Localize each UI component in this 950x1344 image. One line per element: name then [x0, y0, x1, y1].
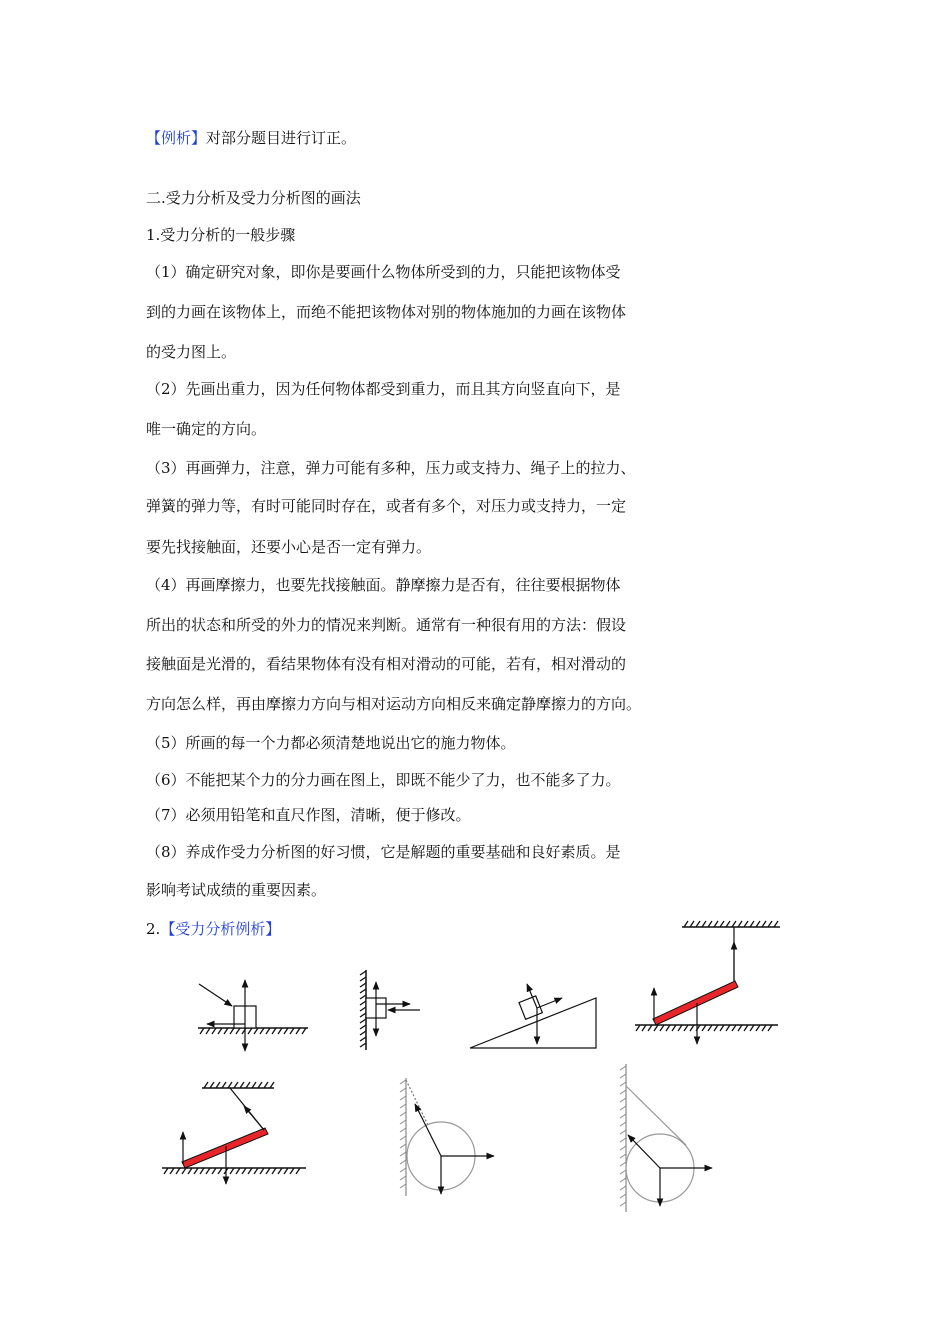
paragraph-line: （2）先画出重力，因为任何物体都受到重力，而且其方向竖直向下，是 — [146, 380, 621, 398]
paragraph-line: 影响考试成绩的重要因素。 — [146, 881, 327, 899]
paragraph-line: （5）所画的每一个力都必须清楚地说出它的施力物体。 — [146, 734, 516, 752]
paragraph-line: （1）确定研究对象，即你是要画什么物体所受到的力，只能把该物体受 — [146, 263, 621, 281]
paragraph-line: 唯一确定的方向。 — [146, 420, 267, 438]
paragraph-line: （4）再画摩擦力，也要先找接触面。静摩擦力是否有，往往要根据物体 — [146, 576, 621, 594]
paragraph-line: （7）必须用铅笔和直尺作图，清晰，便于修改。 — [146, 806, 471, 824]
paragraph-line: 所出的状态和所受的外力的情况来判断。通常有一种很有用的方法：假设 — [146, 616, 627, 634]
ball-hanging-against-wall-diagram — [620, 1064, 712, 1212]
subsection-label: 【受力分析例析】 — [160, 920, 281, 938]
section-title: 二.受力分析及受力分析图的画法 — [146, 189, 361, 207]
intro-text: 对部分题目进行订正。 — [206, 129, 357, 147]
paragraph-line: （3）再画弹力，注意，弹力可能有多种，压力或支持力、绳子上的拉力、 — [146, 459, 636, 477]
paragraph-line: 到的力画在该物体上，而绝不能把该物体对别的物体施加的力画在该物体 — [146, 303, 627, 321]
subsection-number: 2. — [146, 920, 161, 938]
block-on-floor-pushed-diagram — [198, 980, 308, 1051]
block-pressed-on-wall-diagram — [360, 970, 420, 1050]
paragraph-line: （6）不能把某个力的分力画在图上，即既不能少了力，也不能多了力。 — [146, 771, 621, 789]
subsection-title-2 — [146, 919, 280, 939]
paragraph-line: 的受力图上。 — [146, 343, 237, 361]
rod-pulled-by-rope-diagram — [162, 1082, 306, 1184]
paragraph-line: 要先找接触面，还要小心是否一定有弹力。 — [146, 538, 432, 556]
paragraph-line: 接触面是光滑的，看结果物体有没有相对滑动的可能，若有，相对滑动的 — [146, 655, 627, 673]
example-tag: 【例析】 — [146, 129, 207, 147]
paragraph-line: 方向怎么样，再由摩擦力方向与相对运动方向相反来确定静摩擦力的方向。 — [146, 695, 642, 713]
paragraph-line: （8）养成作受力分析图的好习惯，它是解题的重要基础和良好素质。是 — [146, 843, 621, 861]
block-on-incline-diagram — [470, 984, 596, 1048]
rod-hanging-on-ceiling-diagram — [635, 921, 780, 1044]
subsection-title-1: 1.受力分析的一般步骤 — [146, 226, 296, 244]
paragraph-line: 弹簧的弹力等，有时可能同时存在，或者有多个，对压力或支持力，一定 — [146, 497, 627, 515]
intro-line — [146, 128, 356, 148]
ball-against-wall-with-rope-diagram — [400, 1078, 494, 1196]
